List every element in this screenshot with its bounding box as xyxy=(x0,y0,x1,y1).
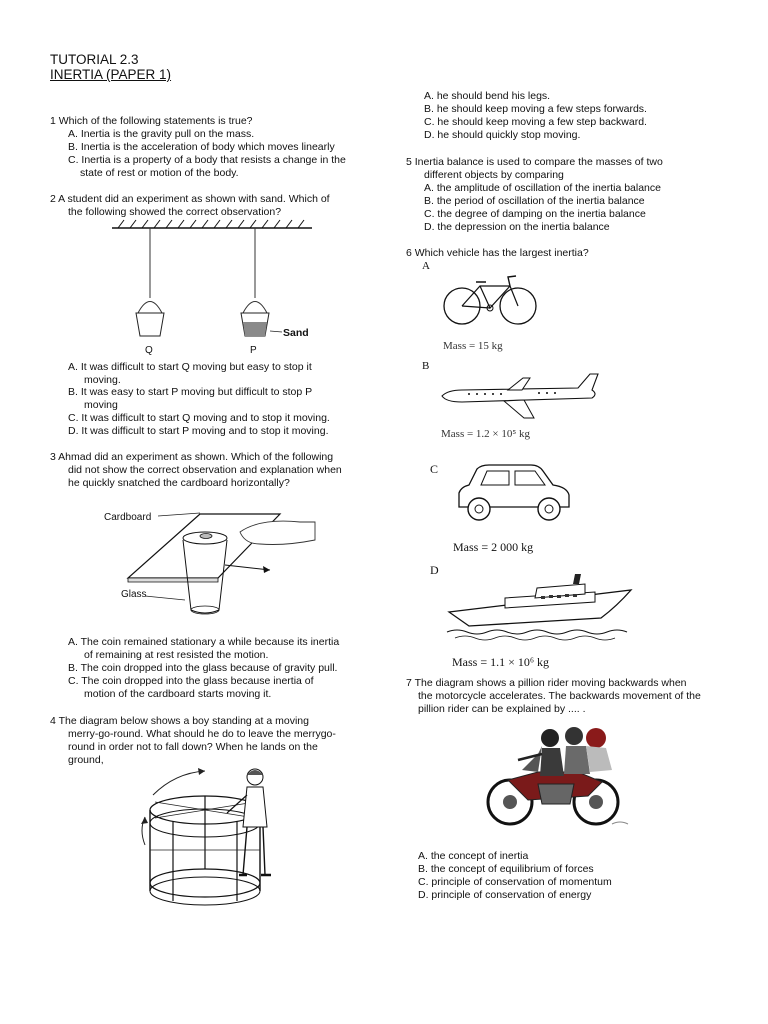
q4-stem-cont-3: ground, xyxy=(68,754,104,766)
motorcycle-figure xyxy=(478,720,638,830)
q3-option-a: A. The coin remained stationary a while because its inertia xyxy=(68,636,340,648)
q2-option-a-cont: moving. xyxy=(84,374,121,386)
q3-stem-cont-1: did not show the correct observation and explanation when xyxy=(68,464,342,476)
q5-option-d: D. the depression on the inertia balance xyxy=(424,221,610,233)
q1-option-b: B. Inertia is the acceleration of body which moves linearly xyxy=(68,141,335,153)
q3-option-c-cont: motion of the cardboard starts moving it. xyxy=(84,688,272,700)
q6-mass-c: Mass = 2 000 kg xyxy=(453,540,534,554)
q2-option-b-cont: moving xyxy=(84,399,118,411)
q3-stem-cont-2: he quickly snatched the cardboard horizontally? xyxy=(68,477,290,489)
q7-option-d: D. principle of conservation of energy xyxy=(418,889,592,901)
q5-stem-cont: different objects by comparing xyxy=(424,169,564,181)
q4-option-d: D. he should quickly stop moving. xyxy=(424,129,581,141)
cardboard-label: Cardboard xyxy=(104,512,152,523)
q5-option-b: B. the period of oscillation of the inertia balance xyxy=(424,195,645,207)
q4-stem-cont-2: round in order not to fall down? When he lands on the xyxy=(68,741,318,753)
merry-go-round-figure xyxy=(135,765,295,915)
bicycle-icon xyxy=(440,272,540,328)
q6-stem: 6 Which vehicle has the largest inertia? xyxy=(406,247,589,259)
q4-option-a: A. he should bend his legs. xyxy=(424,90,551,102)
glass-label: Glass xyxy=(121,589,147,600)
q2-option-c: C. It was difficult to start Q moving and to stop it moving. xyxy=(68,412,330,424)
q6-mass-a: Mass = 15 kg xyxy=(443,340,503,352)
tutorial-heading: TUTORIAL 2.3 xyxy=(50,52,139,67)
q6-letter-d: D xyxy=(430,563,439,577)
q1-option-c: C. Inertia is a property of a body that resists a change in the xyxy=(68,154,346,166)
q4-option-b: B. he should keep moving a few steps forwards. xyxy=(424,103,647,115)
q1-stem: 1 Which of the following statements is true? xyxy=(50,115,253,127)
q4-stem-cont-1: merry-go-round. What should he do to leave the merrygo- xyxy=(68,728,336,740)
q6-letter-c: C xyxy=(430,462,439,476)
q7-option-b: B. the concept of equilibrium of forces xyxy=(418,863,594,875)
q2-option-d: D. It was difficult to start P moving and to stop it moving. xyxy=(68,425,329,437)
q5-option-a: A. the amplitude of oscillation of the inertia balance xyxy=(424,182,661,194)
bucket-p-label: P xyxy=(250,345,257,356)
q2-stem: 2 A student did an experiment as shown with sand. Which of xyxy=(50,193,330,205)
q6-mass-d: Mass = 1.1 × 10⁶ kg xyxy=(452,655,550,669)
page-title: INERTIA (PAPER 1) xyxy=(50,67,172,82)
q7-stem-cont-2: pillion rider can be explained by .... . xyxy=(418,703,586,715)
q2-option-b: B. It was easy to start P moving but difficult to stop P xyxy=(68,386,313,398)
q2-stem-cont: the following showed the correct observation? xyxy=(68,206,282,218)
q7-option-a: A. the concept of inertia xyxy=(418,850,529,862)
q1-option-c-cont: state of rest or motion of the body. xyxy=(80,167,239,179)
ship-icon xyxy=(445,572,635,642)
q6-letter-b: B xyxy=(422,360,430,372)
q7-stem: 7 The diagram shows a pillion rider moving backwards when xyxy=(406,677,687,689)
q3-stem: 3 Ahmad did an experiment as shown. Which of the following xyxy=(50,451,334,463)
car-icon xyxy=(455,463,575,528)
q2-option-a: A. It was difficult to start Q moving but easy to stop it xyxy=(68,361,312,373)
bucket-q-label: Q xyxy=(145,345,153,356)
q5-option-c: C. the degree of damping on the inertia balance xyxy=(424,208,646,220)
q4-stem: 4 The diagram below shows a boy standing at a moving xyxy=(50,715,309,727)
q3-option-b: B. The coin dropped into the glass because of gravity pull. xyxy=(68,662,338,674)
airplane-icon xyxy=(438,372,603,424)
q5-stem: 5 Inertia balance is used to compare the masses of two xyxy=(406,156,663,168)
q4-option-c: C. he should keep moving a few step backward. xyxy=(424,116,647,128)
q7-stem-cont-1: the motorcycle accelerates. The backwards movement of the xyxy=(418,690,701,702)
q6-letter-a: A xyxy=(422,260,430,272)
q7-option-c: C. principle of conservation of momentum xyxy=(418,876,612,888)
q1-option-a: A. Inertia is the gravity pull on the mass. xyxy=(68,128,255,140)
sand-label: Sand xyxy=(283,327,309,339)
q3-option-c: C. The coin dropped into the glass because inertia of xyxy=(68,675,314,687)
q3-option-a-cont: of remaining at rest resisted the motion. xyxy=(84,649,269,661)
q6-mass-b: Mass = 1.2 × 10⁵ kg xyxy=(441,428,530,440)
